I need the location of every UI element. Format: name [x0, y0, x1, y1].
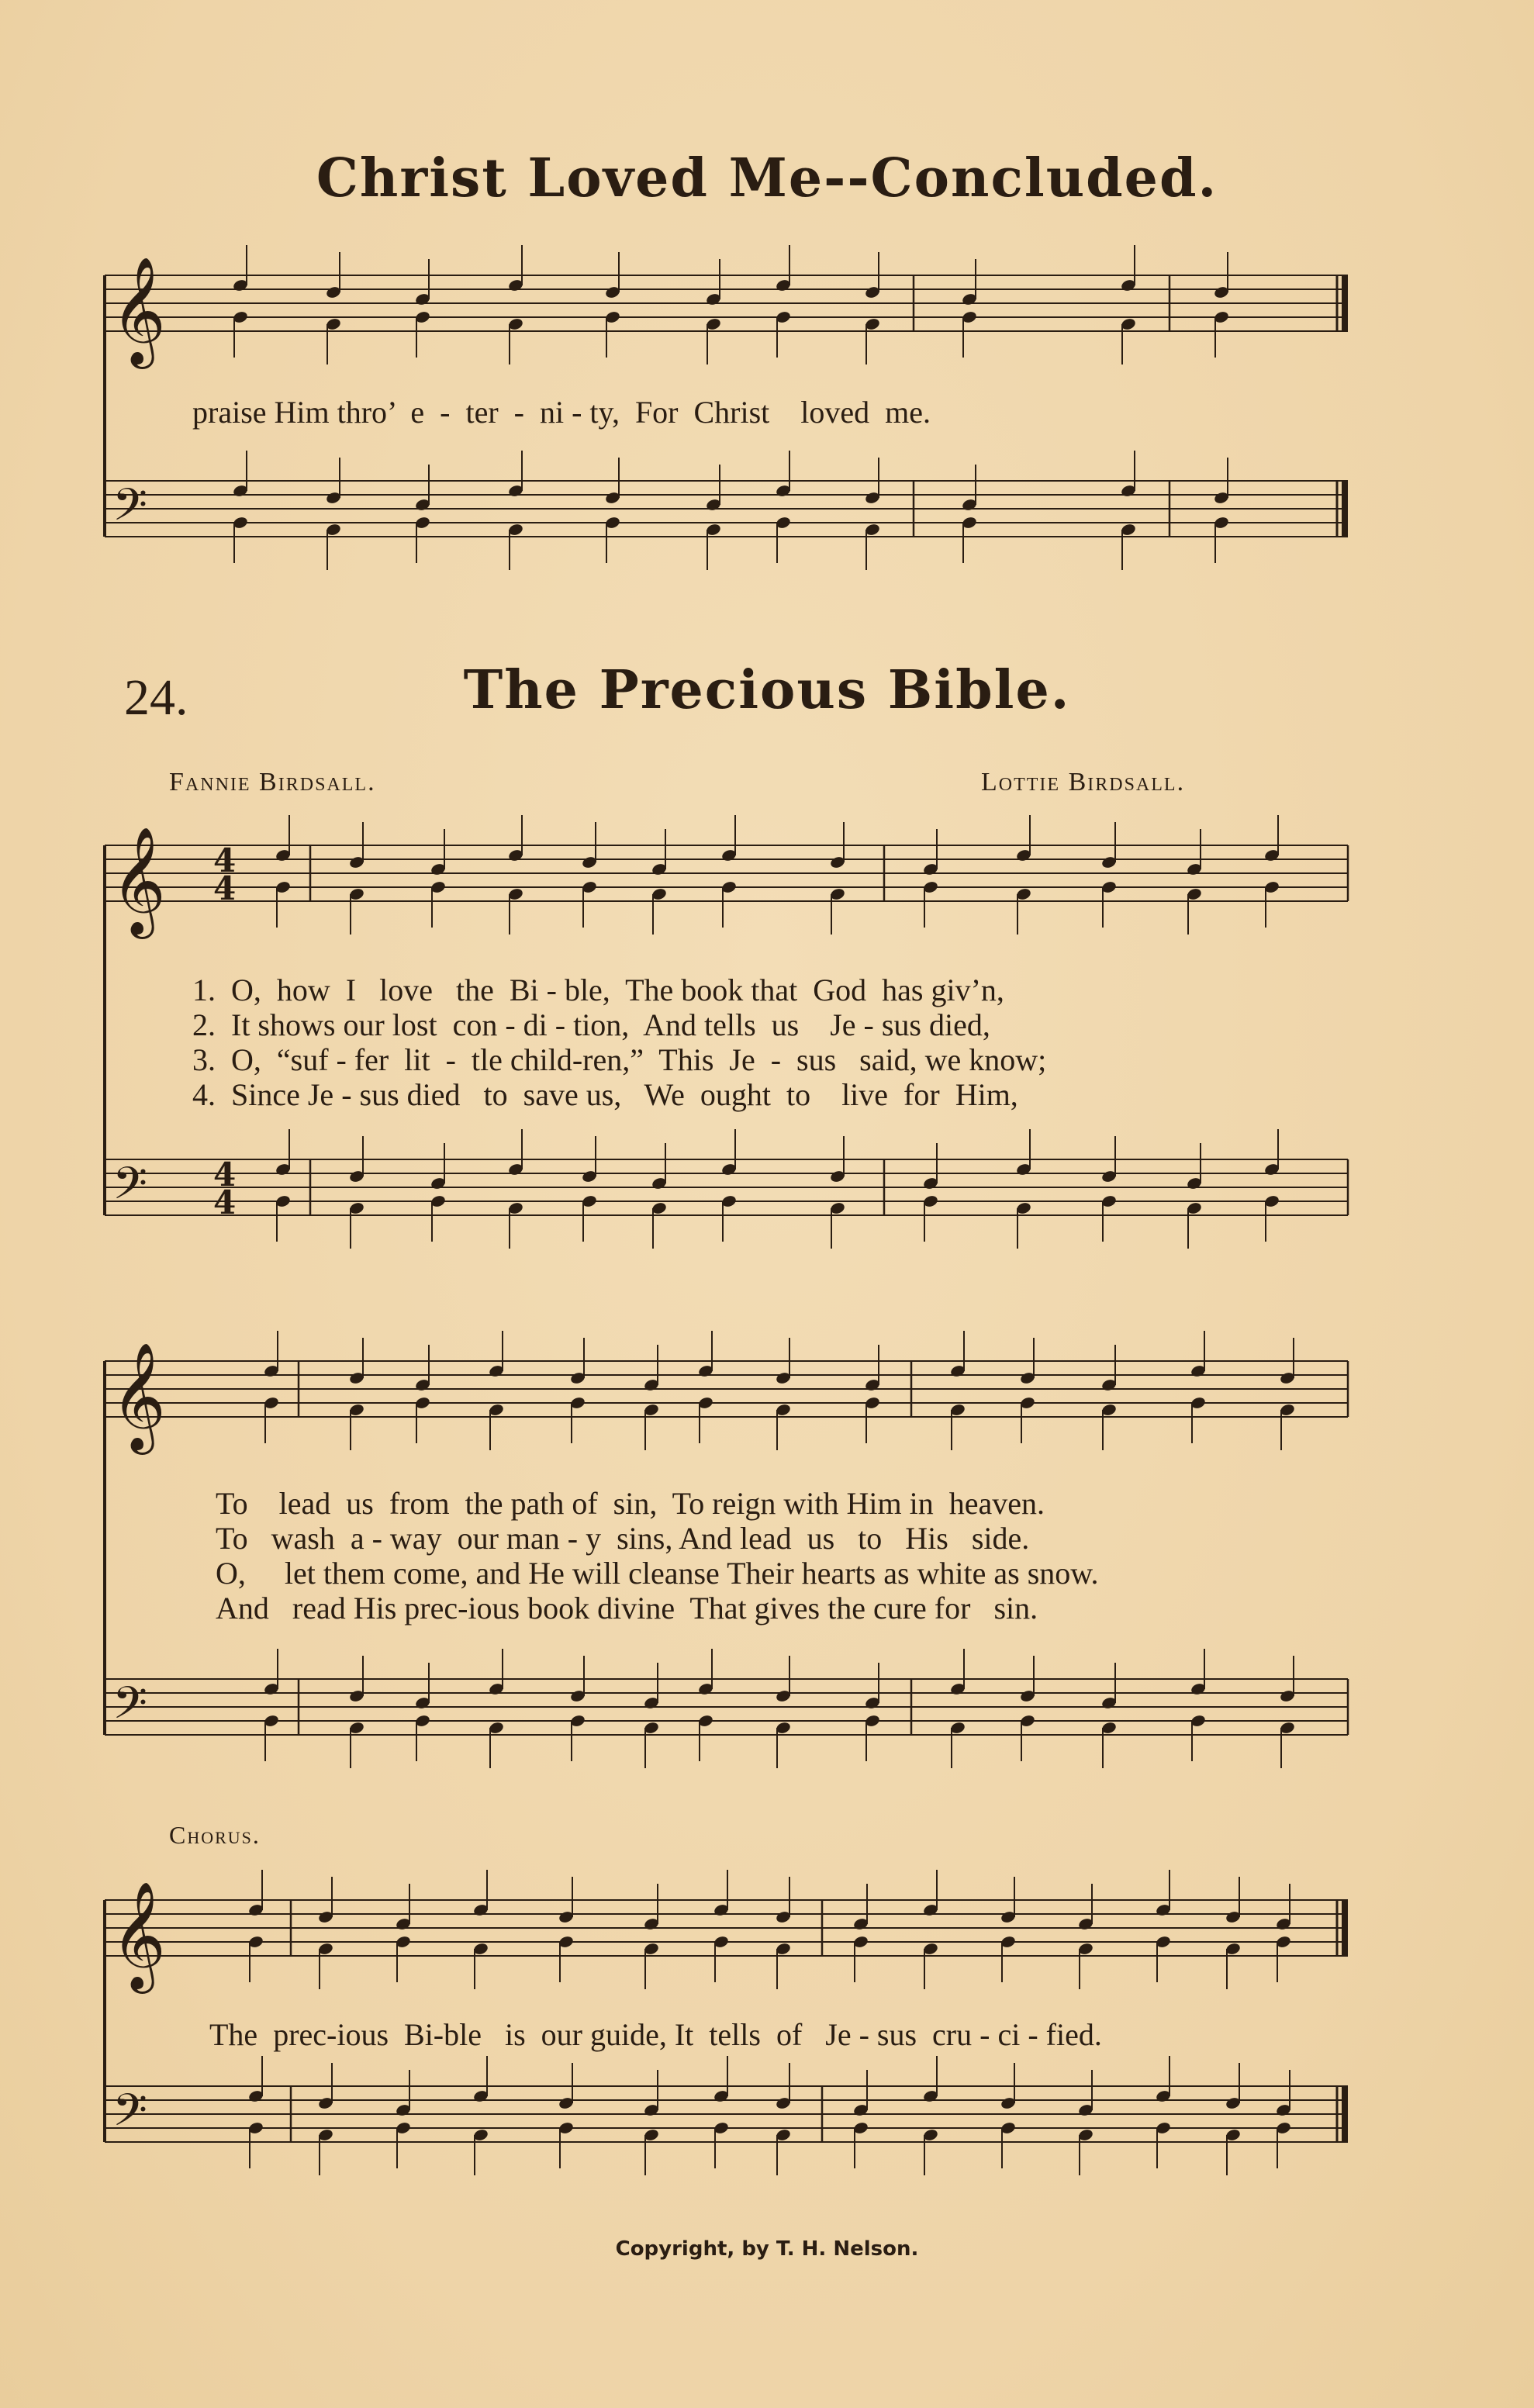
chorus-label: Chorus.	[169, 1821, 261, 1849]
bass-clef-icon: 𝄢	[112, 1157, 148, 1221]
verse-line-4b: And read His prec-ious book divine That gives the cure for sin.	[216, 1591, 1038, 1625]
hymn-number: 24.	[124, 669, 188, 726]
treble-clef-icon: 𝄞	[111, 1881, 166, 1989]
verse-line-1b: To lead us from the path of sin, To reign with Him in heaven.	[216, 1486, 1045, 1521]
section-title-concluded: Christ Loved Me--Concluded.	[316, 147, 1218, 209]
verse-line-4a: 4. Since Je - sus died to save us, We ought to live for Him,	[192, 1077, 1018, 1112]
music-credit: Lottie Birdsall.	[981, 768, 1186, 796]
time-signature-bottom: 4	[213, 869, 237, 907]
verse-line-2b: To wash a - way our man - y sins, And lead us to His side.	[216, 1521, 1030, 1556]
lyric-line-top: praise Him thro’ e - ter - ni - ty, For Christ loved me.	[192, 395, 931, 430]
verse-line-2a: 2. It shows our lost con - di - tion, And tells us Je - sus died,	[192, 1007, 990, 1042]
treble-clef-icon: 𝄞	[111, 827, 166, 935]
time-signature-top: 4	[213, 841, 237, 879]
words-credit: Fannie Birdsall.	[169, 768, 376, 796]
hymn-title: The Precious Bible.	[463, 659, 1071, 721]
verse-line-3a: 3. O, “suf - fer lit - tle child-ren,” This Je - sus said, we know;	[192, 1042, 1047, 1077]
bass-clef-icon: 𝄢	[112, 2084, 148, 2147]
treble-clef-icon: 𝄞	[111, 1342, 166, 1450]
treble-clef-icon: 𝄞	[111, 257, 166, 364]
chorus-lyric-line: The prec-ious Bi-ble is our guide, It tells of Je - sus cru - ci - fied.	[209, 2017, 1102, 2052]
time-signature-bottom: 4	[213, 1183, 237, 1221]
copyright-notice: Copyright, by T. H. Nelson.	[615, 2237, 919, 2261]
verse-line-3b: O, let them come, and He will cleanse Their hearts as white as snow.	[216, 1556, 1099, 1591]
bass-clef-icon: 𝄢	[112, 478, 148, 542]
bass-clef-icon: 𝄢	[112, 1677, 148, 1740]
verse-line-1a: 1. O, how I love the Bi - ble, The book that God has giv’n,	[192, 973, 1004, 1007]
time-signature-top: 4	[213, 1156, 237, 1194]
